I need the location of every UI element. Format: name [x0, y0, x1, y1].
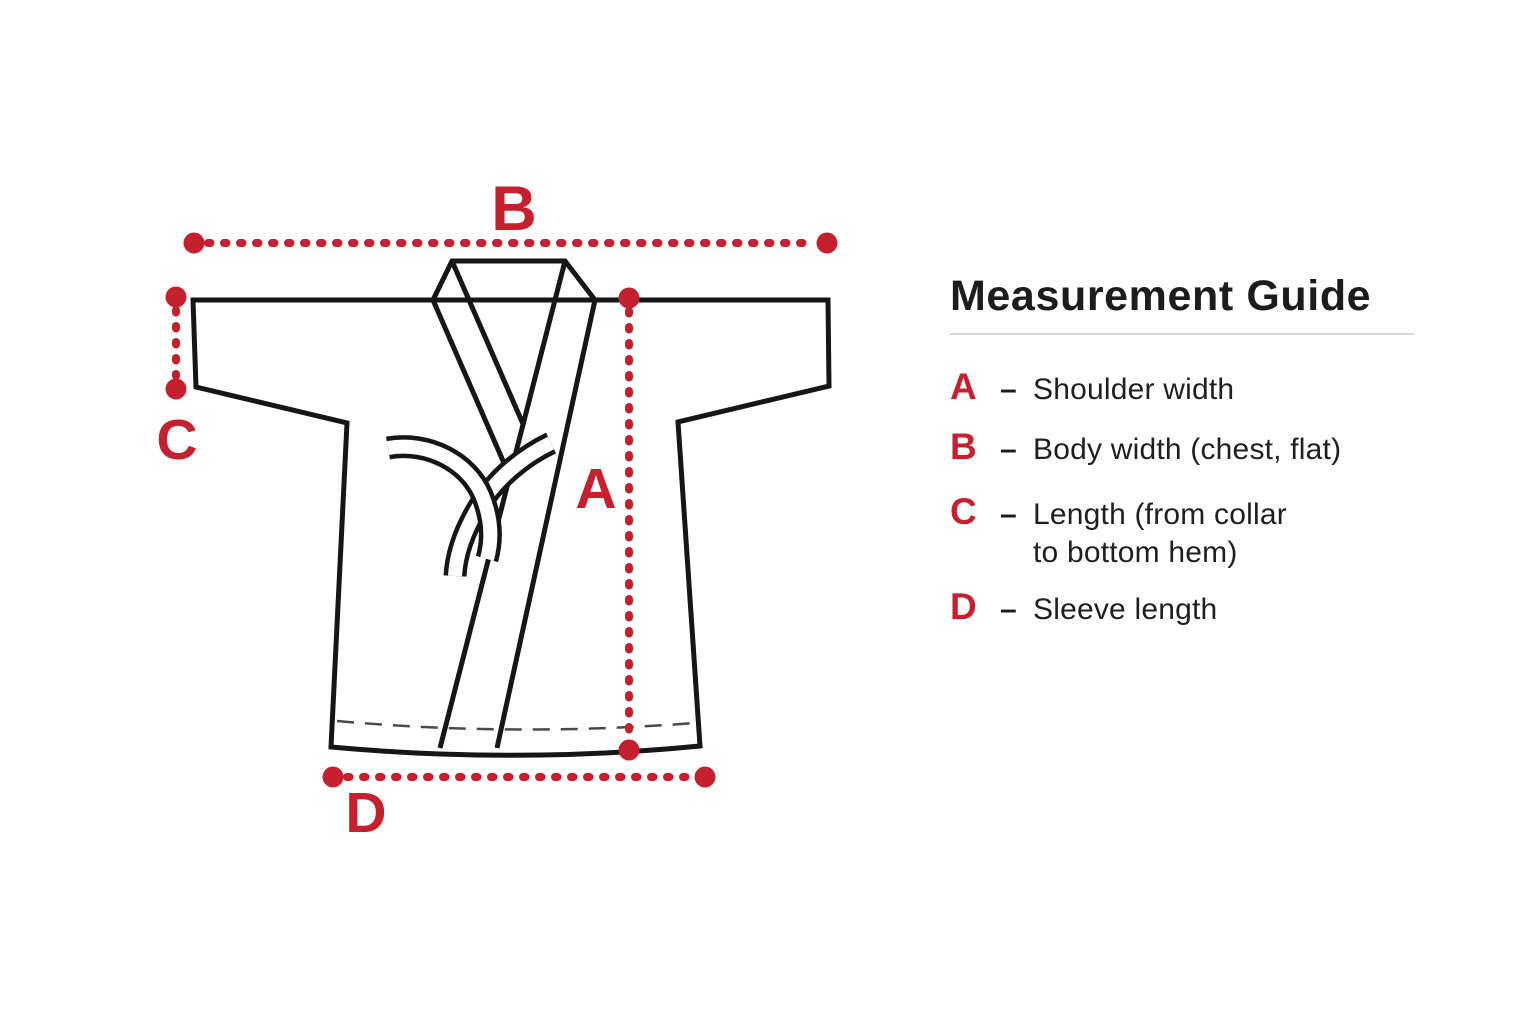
measure-dot-a-top [619, 288, 640, 309]
measure-label-b: B [491, 174, 537, 244]
kimono-collar [433, 261, 595, 300]
measure-dot-a-bottom [619, 740, 640, 761]
legend-item-sleeve-length [950, 586, 1217, 629]
legend-text-d: Sleeve length [1033, 593, 1218, 626]
legend-dash-b: – [1000, 433, 1017, 466]
legend-item-length [950, 491, 1287, 572]
legend-text-a: Shoulder width [1033, 373, 1235, 406]
measure-dot-d-right [695, 767, 716, 788]
legend-item-body-width [950, 426, 1341, 469]
legend-text-c-line2: to bottom hem) [1033, 536, 1238, 569]
legend-dash-c: – [1000, 498, 1017, 531]
measure-dot-d-left [323, 767, 344, 788]
legend-divider [950, 333, 1414, 335]
measure-dot-c-top [166, 287, 187, 308]
measure-dot-c-bottom [166, 379, 187, 400]
legend-dash-d: – [1000, 593, 1017, 626]
legend-dash-a: – [1000, 373, 1017, 406]
legend-letter-c: C [950, 491, 977, 532]
measure-dot-b-left [184, 233, 205, 254]
measure-label-c: C [156, 408, 198, 472]
legend-item-shoulder-width [950, 366, 1234, 409]
measure-label-a: A [575, 457, 617, 521]
legend-letter-b: B [950, 426, 977, 467]
legend-letter-d: D [950, 586, 977, 627]
legend-title: Measurement Guide [950, 272, 1372, 320]
legend-text-b: Body width (chest, flat) [1033, 433, 1342, 466]
measure-label-d: D [345, 781, 387, 845]
kimono-drawing [193, 261, 829, 755]
measure-dot-b-right [817, 233, 838, 254]
legend-text-c-line1: Length (from collar [1033, 498, 1287, 531]
legend-letter-a: A [950, 366, 977, 407]
